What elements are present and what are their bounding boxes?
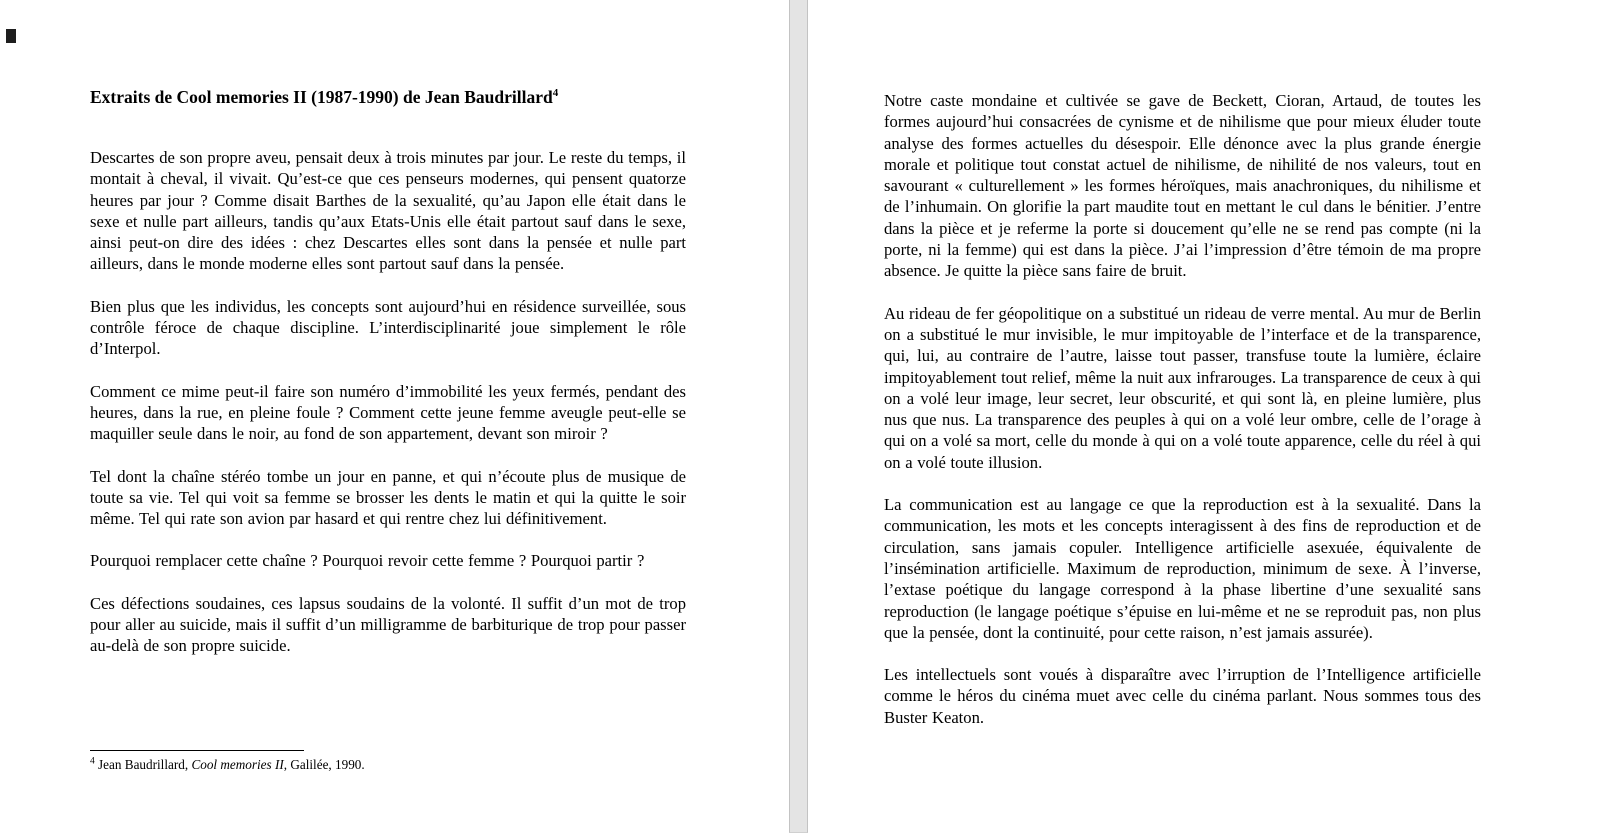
paragraph-concepts: Bien plus que les individus, les concepts sont aujourd’hui en résidence surveillée, sous contrôle féroce de chaque discipline. L’interdisciplinarité joue simplement le rôle d’Interpol. — [90, 296, 686, 359]
paragraph-intellectuels: Les intellectuels sont voués à disparaître avec l’irruption de l’Intelligence artificielle comme le héros du cinéma muet avec celle du cinéma parlant. Nous sommes tous des Buster Keaton. — [884, 665, 1481, 727]
footnote-author: Jean Baudrillard, — [94, 757, 192, 772]
page-left — [90, 0, 686, 678]
page-gutter — [789, 0, 808, 833]
footnote-block — [90, 750, 686, 773]
page-right — [884, 0, 1481, 749]
paragraph-communication: La communication est au langage ce que la reproduction est à la sexualité. Dans la communication, les mots et les concepts interagissent à des fins de reproduction et de circulation, sans jamais copuler. Intelligence artificielle asexuée, équivalente de l’insémination artificielle. Maximum de reproduction, minimum de sexe. À l’inverse, l’extase poétique du langage correspond à la phase libertine d’une sexualité sans reproduction (le langage poétique s’épuise en lui-même et ne se reproduit pas, non plus que la pensée, dont la continuité, pour cette raison, n’est jamais assurée). — [884, 495, 1481, 642]
paragraph-mime: Comment ce mime peut-il faire son numéro d’immobilité les yeux fermés, pendant des heures, dans la rue, en pleine foule ? Comment cette jeune femme aveugle peut-elle se maquiller seule dans le noir, au fond de son appartement, devant son miroir ? — [90, 381, 686, 444]
paragraph-caste-mondaine: Notre caste mondaine et cultivée se gave de Beckett, Cioran, Artaud, de toutes les formes aujourd’hui consacrées de cynisme et de nihilisme que pour mieux éluder toute analyse des formes actuelles du désespoir. Elle dénonce avec la plus grande énergie morale et politique tout constat actuel de nihilisme, de nihilité de nos valeurs, tout en savourant « culturellement » les formes héroïques, mais anachroniques, du nihilisme et de l’inhumain. On glorifie la part maudite tout en mettant le cul dans le bénitier. J’entre dans la pièce et je referme la porte si doucement qu’elle ne se rend pas compte (ni la porte, ni la femme) qui est dans la pièce. J’ai l’impression d’être témoin de ma propre absence. Je quitte la pièce sans faire de bruit. — [884, 91, 1481, 281]
paragraph-defections: Ces défections soudaines, ces lapsus soudains de la volonté. Il suffit d’un mot de trop pour aller au suicide, mais il suffit d’un milligramme de barbiturique de trop pour passer au-delà de son propre suicide. — [90, 593, 686, 656]
footnote-reference: 4 — [90, 756, 95, 767]
footnote-book-title: Cool memories II — [191, 757, 284, 772]
page-top-margin — [884, 0, 1481, 90]
paragraph-chaine-stereo: Tel dont la chaîne stéréo tombe un jour en panne, et qui n’écoute plus de musique de toute sa vie. Tel qui voit sa femme se brosser les dents le matin et qui la quitte le soir même. Tel qui rate son avion par hasard et qui rentre chez lui définitivement. — [90, 466, 686, 529]
footnote — [90, 757, 686, 773]
paragraph-descartes: Descartes de son propre aveu, pensait deux à trois minutes par jour. Le reste du temps, il montait à cheval, il vivait. Qu’est-ce que ces penseurs modernes, qui pensent quatorze heures par jour ? Comme disait Barthes de la sexualité, qu’au Japon elle était dans le sexe et nulle part ailleurs, tandis qu’aux Etats-Unis elle était partout sauf dans le sexe, ainsi peut-on dire des idées : chez Descartes elles sont dans la pensée et nulle part ailleurs, dans le monde moderne elles sont partout sauf dans la pensée. — [90, 148, 686, 274]
document-title — [90, 86, 686, 108]
corner-artifact-square — [6, 29, 16, 43]
footnote-separator — [90, 750, 304, 751]
document-title-text: Extraits de Cool memories II (1987-1990) de Jean Baudrillard — [90, 87, 553, 107]
footnote-publisher: , Galilée, 1990. — [283, 757, 365, 772]
paragraph-rideau-de-fer: Au rideau de fer géopolitique on a substitué un rideau de verre mental. Au mur de Berlin on a substitué le mur invisible, le mur impitoyable de l’interface et de la transparence, qui, lui, au contraire de l’autre, laisse tout passer, transfuse toute la lumière, éclaire impitoyablement tout relief, même la nuit aux infrarouges. La transparence de ceux à qui on a volé leur image, leur secret, leur obscurité, et qui sont là, en pleine lumière, plus nus que nus. La transparence des peuples à qui on a volé leur ombre, celle de l’orage à qui on a volé sa mort, celle du monde à qui on a volé toute apparence, celle du réel à qui on a volé toute illusion. — [884, 303, 1481, 472]
paragraph-pourquoi: Pourquoi remplacer cette chaîne ? Pourquoi revoir cette femme ? Pourquoi partir ? — [90, 551, 645, 571]
title-footnote-reference: 4 — [552, 87, 559, 100]
